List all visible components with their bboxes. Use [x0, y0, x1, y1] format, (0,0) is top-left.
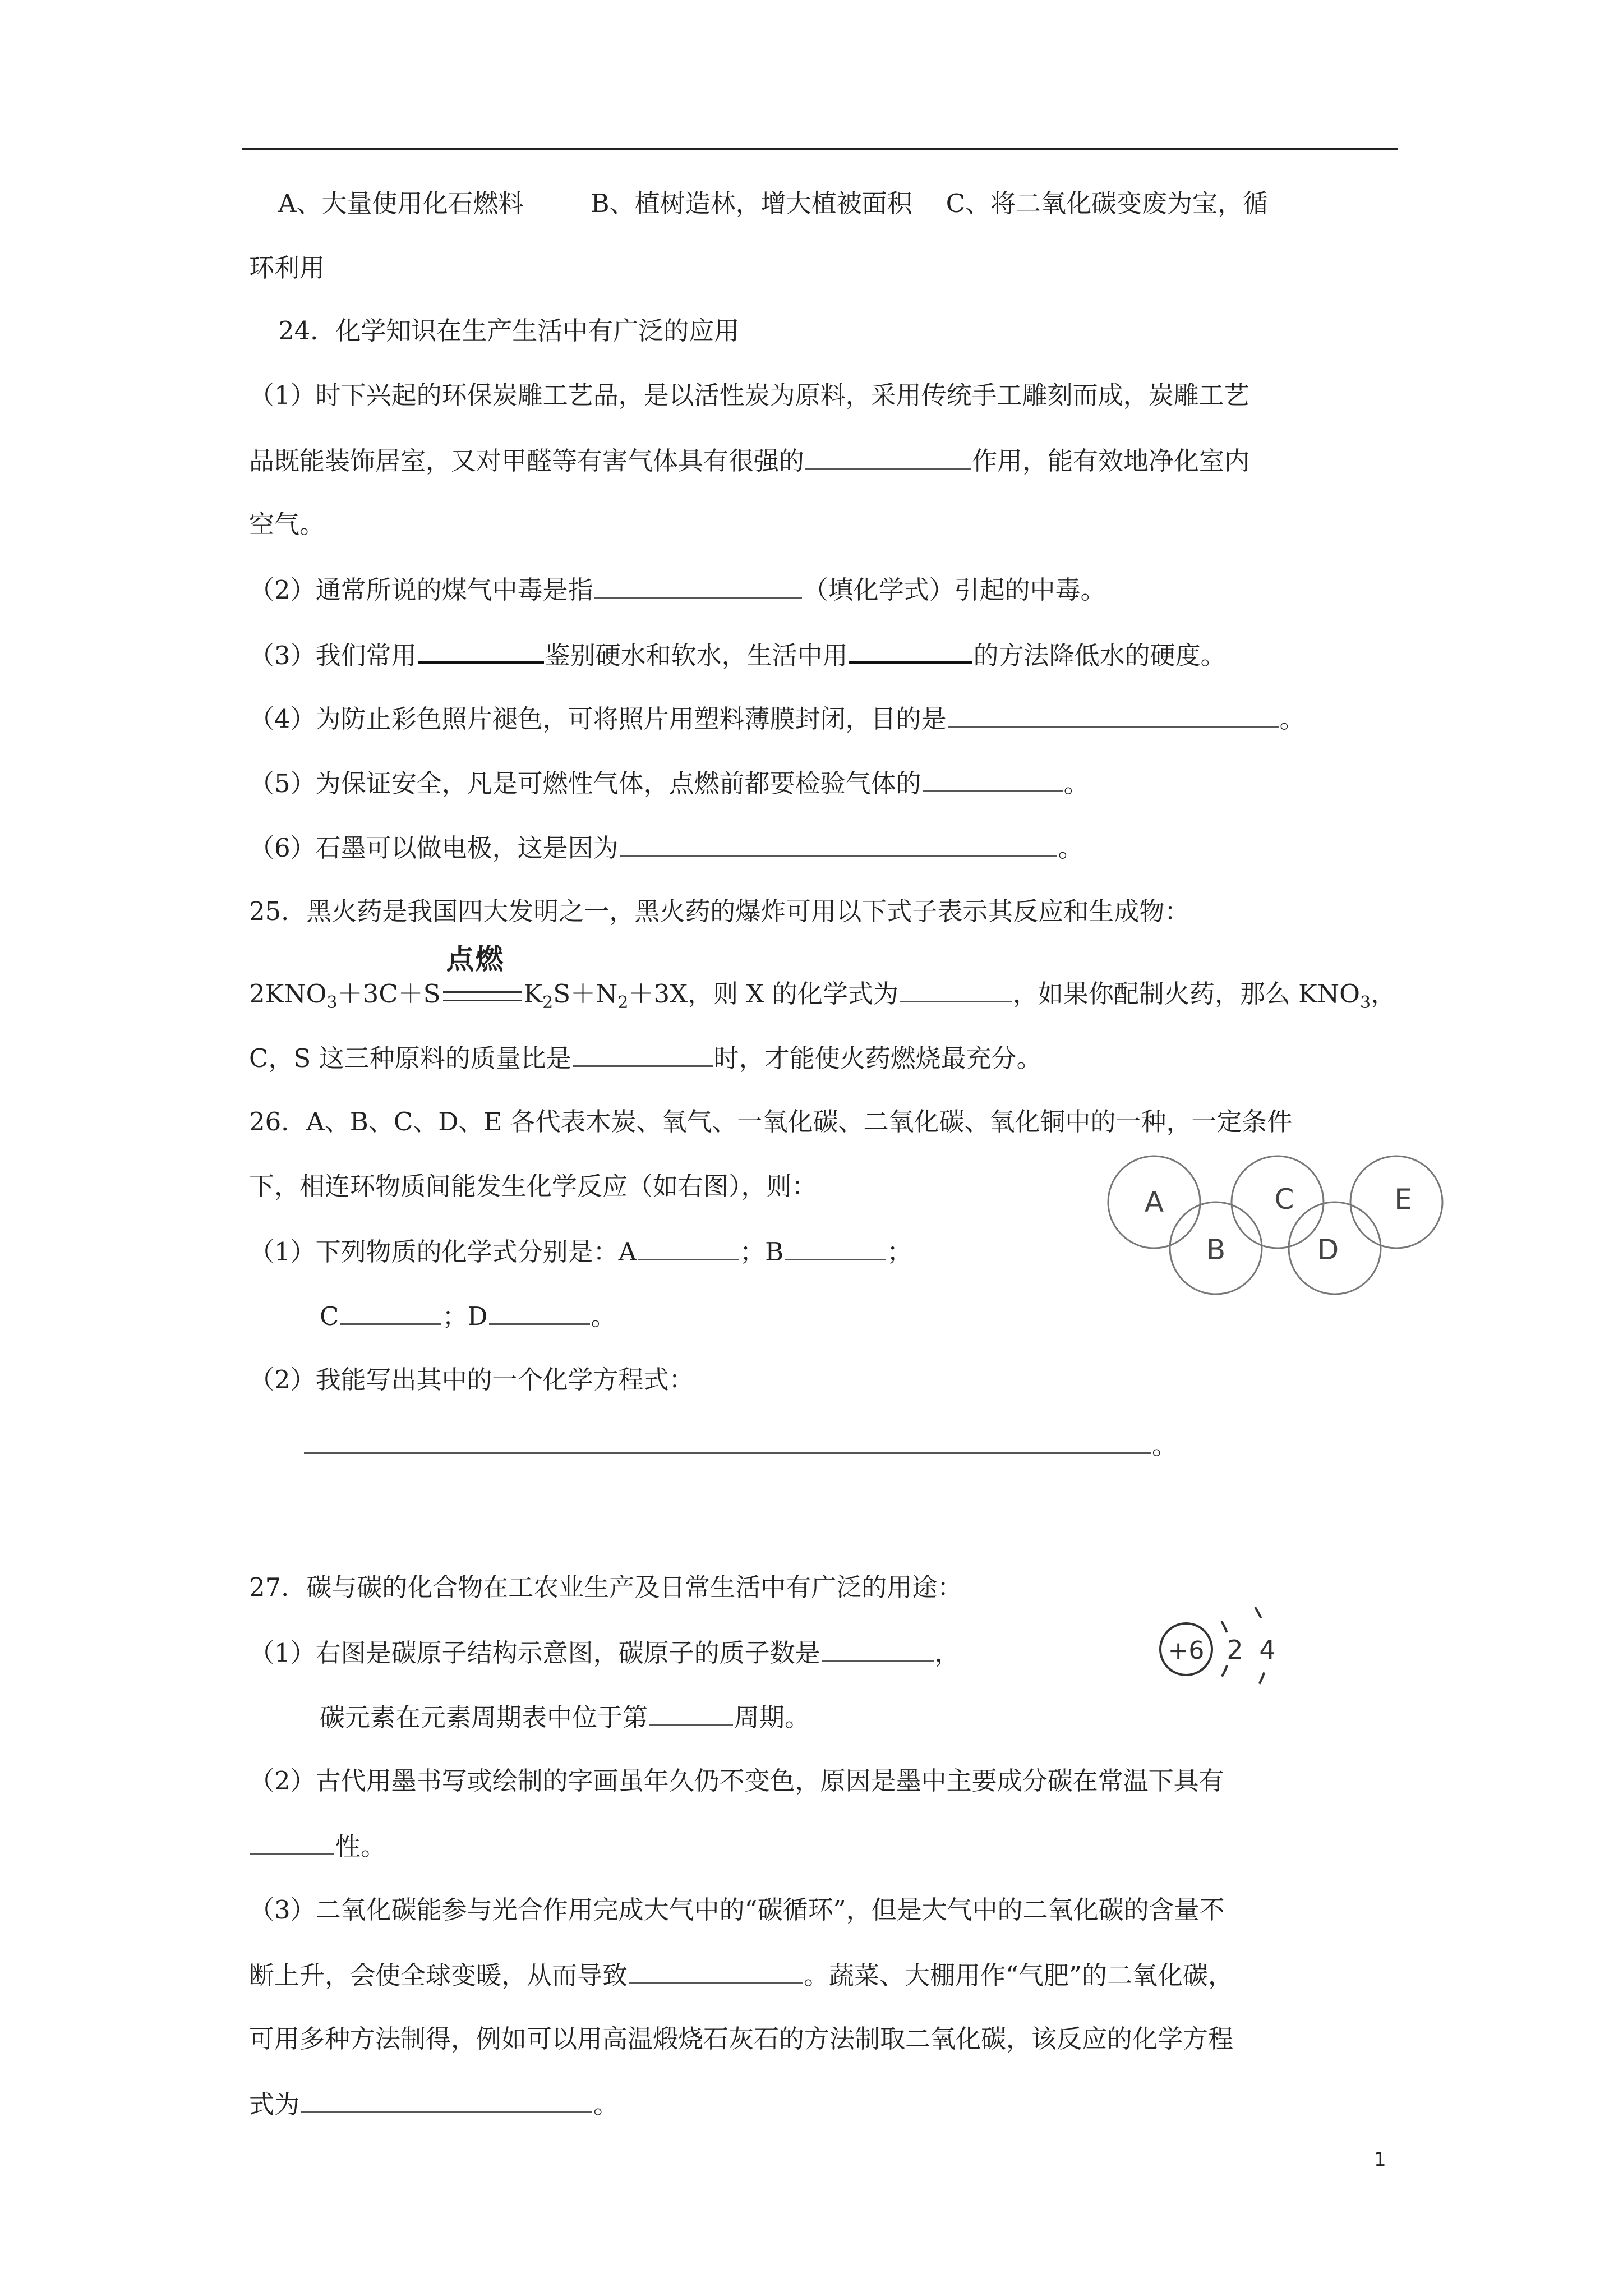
header-rule	[242, 148, 1398, 150]
ring-label-e: E	[1394, 1183, 1412, 1216]
answer-blank[interactable]	[304, 1428, 1151, 1454]
option-b: B、植树造林，增大植被面积	[591, 188, 912, 218]
answer-blank[interactable]	[923, 766, 1063, 792]
answer-blank[interactable]	[948, 701, 1279, 728]
q26-p1-cd: C ；D 。	[320, 1299, 616, 1333]
ring-label-d: D	[1317, 1234, 1339, 1266]
q27-p3-line4: 式为 。	[249, 2087, 619, 2122]
answer-blank[interactable]	[785, 1234, 886, 1260]
q26-p1: （1）下列物质的化学式分别是：A ；B ；	[249, 1234, 912, 1269]
answer-blank[interactable]	[900, 976, 1012, 1002]
answer-blank[interactable]	[629, 1958, 803, 1984]
ring-label-c: C	[1274, 1183, 1294, 1216]
shell-electrons-1: 2	[1227, 1635, 1243, 1665]
answer-blank[interactable]	[301, 2087, 592, 2113]
q27-title: 27．碳与碳的化合物在工农业生产及日常生活中有广泛的用途：	[249, 1572, 963, 1602]
answer-blank[interactable]	[638, 1234, 739, 1260]
rings-diagram	[1099, 1147, 1447, 1304]
ring-label-a: A	[1144, 1186, 1164, 1218]
answer-blank[interactable]	[418, 637, 544, 664]
answer-blank[interactable]	[620, 830, 1057, 857]
q26-title2: 下，相连环物质间能发生化学反应（如右图），则：	[249, 1171, 817, 1201]
answer-blank[interactable]	[822, 1635, 934, 1662]
q23-options	[278, 187, 1268, 220]
q27-p3-line2: 断上升，会使全球变暖，从而导致 。蔬菜、大棚用作“气肥”的二氧化碳，	[249, 1958, 1233, 1993]
q27-p2-line2: 性。	[249, 1829, 386, 1864]
q24-p5: （5）为保证安全，凡是可燃性气体，点燃前都要检验气体的 。	[249, 766, 1089, 800]
q27-p1b: 碳元素在元素周期表中位于第 周期。	[320, 1700, 810, 1734]
option-c-continued: 环利用	[249, 253, 325, 283]
q26-p2: （2）我能写出其中的一个化学方程式：	[249, 1365, 694, 1395]
q27-p2-line1: （2）古代用墨书写或绘制的字画虽年久仍不变色，原因是墨中主要成分碳在常温下具有	[249, 1766, 1224, 1796]
ring-label-b: B	[1206, 1234, 1226, 1266]
q24-title: 24．化学知识在生产生活中有广泛的应用	[278, 316, 740, 346]
q27-p3-line1: （3）二氧化碳能参与光合作用完成大气中的“碳循环”，但是大气中的二氧化碳的含量不	[249, 1895, 1225, 1925]
option-c: C、将二氧化碳变废为宝，循	[946, 188, 1269, 218]
option-a: A、大量使用化石燃料	[278, 188, 524, 218]
q24-p3: （3）我们常用 鉴别硬水和软水，生活中用 的方法降低水的硬度。	[249, 637, 1226, 673]
q26-p2-answer: 。	[303, 1428, 1177, 1462]
q25-line3: C，S 这三种原料的质量比是 时，才能使火药燃烧最充分。	[249, 1041, 1042, 1075]
q24-p1-line3: 空气。	[249, 509, 325, 539]
q24-p1-line1: （1）时下兴起的环保炭雕工艺品，是以活性炭为原料，采用传统手工雕刻而成，炭雕工艺	[249, 380, 1249, 410]
q24-p2: （2）通常所说的煤气中毒是指 （填化学式）引起的中毒。	[249, 572, 1106, 607]
shell-electrons-2: 4	[1259, 1635, 1276, 1665]
q24-p4: （4）为防止彩色照片褪色，可将照片用塑料薄膜封闭，目的是 。	[249, 701, 1305, 736]
q25-equation-line: $2KNO_3+3C+S$ 点燃 $K_2S+N_2+3X$，则 X 的化学式为 ，如果你配制火药，那么 $KNO_3$，	[249, 943, 1396, 1013]
answer-blank[interactable]	[594, 572, 802, 599]
answer-blank[interactable]	[489, 1299, 590, 1325]
answer-blank[interactable]	[849, 637, 972, 664]
q27-p1: （1）右图是碳原子结构示意图，碳原子的质子数是 ，	[249, 1635, 960, 1670]
q24-p6: （6）石墨可以做电极，这是因为 。	[249, 830, 1083, 865]
nucleus-charge: +6	[1168, 1636, 1205, 1665]
answer-blank[interactable]	[805, 443, 971, 470]
q25-title: 25．黑火药是我国四大发明之一，黑火药的爆炸可用以下式子表示其反应和生成物：	[249, 896, 1190, 926]
answer-blank[interactable]	[340, 1299, 441, 1325]
q24-p1-line2: 品既能装饰居室，又对甲醛等有害气体具有很强的 作用，能有效地净化室内	[249, 443, 1249, 478]
answer-blank[interactable]	[649, 1700, 733, 1726]
answer-blank[interactable]	[250, 1829, 334, 1855]
answer-blank[interactable]	[573, 1041, 713, 1067]
q27-p3-line3: 可用多种方法制得，例如可以用高温煅烧石灰石的方法制取二氧化碳，该反应的化学方程	[249, 2024, 1234, 2054]
page-number: 1	[1374, 2148, 1386, 2171]
carbon-atom-diagram	[1155, 1596, 1301, 1703]
reaction-condition: 点燃	[443, 977, 522, 1011]
q26-title: 26．A、B、C、D、E 各代表木炭、氧气、一氧化碳、二氧化碳、氧化铜中的一种，一定条件	[249, 1107, 1293, 1137]
